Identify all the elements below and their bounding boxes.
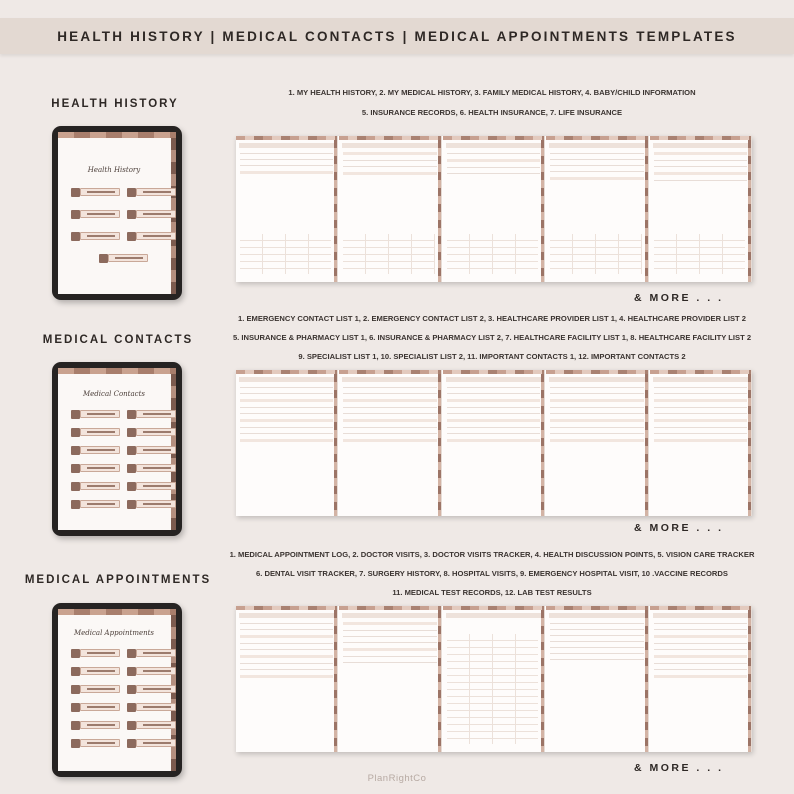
- insurance-icon: [71, 232, 80, 241]
- syringe-icon: [127, 721, 136, 730]
- nav-button[interactable]: [80, 446, 120, 454]
- screen-title: Health History: [87, 166, 141, 174]
- section-description-line: 6. DENTAL VISIT TRACKER, 7. SURGERY HISTORY, 8. HOSPITAL VISITS, 9. EMERGENCY HOSPITAL VISIT, 10 .VACCINE RECORDS: [256, 569, 728, 578]
- nav-button[interactable]: [136, 446, 176, 454]
- section-description-line: 9. SPECIALIST LIST 1, 10. SPECIALIST LIST 2, 11. IMPORTANT CONTACTS 1, 12. IMPORTANT CONTACTS 2: [298, 352, 686, 361]
- more-label: & MORE . . .: [634, 762, 724, 774]
- page-preview: [443, 136, 545, 282]
- tablet-screen: [58, 609, 176, 771]
- section-title-health-history: HEALTH HISTORY: [51, 98, 179, 110]
- nav-button[interactable]: [80, 721, 120, 729]
- pharmacy-icon: [127, 446, 136, 455]
- tablet-medical-appointments: [52, 603, 182, 777]
- section-description-line: 1. EMERGENCY CONTACT LIST 1, 2. EMERGENCY CONTACT LIST 2, 3. HEALTHCARE PROVIDER LIST 1, 4. HEALTHCARE PROVIDER LIST 2: [238, 314, 746, 323]
- nav-button[interactable]: [136, 667, 176, 675]
- page-preview: [546, 370, 648, 516]
- screen-title: Medical Contacts: [83, 390, 145, 398]
- nav-button[interactable]: [136, 232, 176, 240]
- umbrella-icon: [99, 254, 108, 263]
- family-icon: [71, 210, 80, 219]
- screen-title: Medical Appointments: [73, 629, 155, 637]
- baby-icon: [127, 210, 136, 219]
- nav-button[interactable]: [108, 254, 148, 262]
- nav-button[interactable]: [80, 464, 120, 472]
- tablet-medical-contacts: [52, 362, 182, 536]
- section-description-line: 5. INSURANCE RECORDS, 6. HEALTH INSURANCE, 7. LIFE INSURANCE: [361, 108, 623, 117]
- eye-icon: [71, 685, 80, 694]
- nav-button[interactable]: [136, 685, 176, 693]
- test-icon: [71, 739, 80, 748]
- shield-icon: [127, 232, 136, 241]
- top-tabs: [58, 368, 176, 374]
- banner-title: HEALTH HISTORY | MEDICAL CONTACTS | MEDICAL APPOINTMENTS TEMPLATES: [57, 28, 737, 44]
- lab-icon: [127, 739, 136, 748]
- page-preview: [546, 606, 648, 752]
- nav-button[interactable]: [80, 188, 120, 196]
- nav-button[interactable]: [136, 703, 176, 711]
- phone-icon: [71, 410, 80, 419]
- page-preview: [546, 136, 648, 282]
- page-preview: [236, 606, 338, 752]
- section-title-medical-contacts: MEDICAL CONTACTS: [42, 334, 194, 346]
- page-preview: [650, 606, 752, 752]
- section-description-line: 5. INSURANCE & PHARMACY LIST 1, 6. INSURANCE & PHARMACY LIST 2, 7. HEALTHCARE FACILITY LIST 1, 8. HEALTHCARE FACILITY LIST 2: [232, 333, 752, 342]
- title-banner: [0, 18, 794, 54]
- more-label: & MORE . . .: [634, 292, 724, 304]
- top-tabs: [58, 609, 176, 615]
- heart-icon: [71, 188, 80, 197]
- section-description-line: 1. MEDICAL APPOINTMENT LOG, 2. DOCTOR VISITS, 3. DOCTOR VISITS TRACKER, 4. HEALTH DISCUSSION POINTS, 5. VISION CARE TRACKER: [229, 550, 755, 559]
- nav-button[interactable]: [80, 739, 120, 747]
- section-title-medical-appointments: MEDICAL APPOINTMENTS: [24, 574, 212, 586]
- doctor-icon: [127, 649, 136, 658]
- nav-button[interactable]: [136, 428, 176, 436]
- page-preview: [236, 370, 338, 516]
- page-preview: [339, 370, 441, 516]
- nav-button[interactable]: [80, 649, 120, 657]
- pharmacy-icon: [71, 446, 80, 455]
- page-preview: [443, 606, 545, 752]
- section-description-line: 11. MEDICAL TEST RECORDS, 12. LAB TEST RESULTS: [392, 588, 592, 597]
- page-preview: [443, 370, 545, 516]
- page-preview: [650, 370, 752, 516]
- nav-button[interactable]: [80, 667, 120, 675]
- nav-button[interactable]: [136, 410, 176, 418]
- page-previews-medical-contacts: [236, 370, 752, 516]
- nav-button[interactable]: [80, 210, 120, 218]
- brand-watermark: PlanRightCo: [367, 773, 427, 784]
- nav-button[interactable]: [136, 464, 176, 472]
- more-label: & MORE . . .: [634, 522, 724, 534]
- clipboard-icon: [127, 188, 136, 197]
- surgery-icon: [71, 703, 80, 712]
- tracker-icon: [71, 667, 80, 676]
- nav-button[interactable]: [80, 428, 120, 436]
- nav-button[interactable]: [136, 210, 176, 218]
- hospital-icon: [127, 703, 136, 712]
- tooth-icon: [127, 685, 136, 694]
- nav-button[interactable]: [80, 500, 120, 508]
- hospital-icon: [71, 464, 80, 473]
- specialist-icon: [71, 482, 80, 491]
- emergency-icon: [71, 721, 80, 730]
- page-preview: [650, 136, 752, 282]
- page-preview: [236, 136, 338, 282]
- nav-button[interactable]: [80, 685, 120, 693]
- specialist-icon: [127, 482, 136, 491]
- nav-button[interactable]: [80, 232, 120, 240]
- doctor-icon: [127, 428, 136, 437]
- page-previews-medical-appointments: [236, 606, 752, 752]
- nav-button[interactable]: [80, 410, 120, 418]
- contact-icon: [127, 500, 136, 509]
- calendar-icon: [71, 649, 80, 658]
- page-preview: [339, 606, 441, 752]
- section-description-line: 1. MY HEALTH HISTORY, 2. MY MEDICAL HISTORY, 3. FAMILY MEDICAL HISTORY, 4. BABY/CHILD INFORMATION: [288, 88, 696, 97]
- nav-button[interactable]: [136, 739, 176, 747]
- top-tabs: [58, 132, 176, 138]
- page-preview: [339, 136, 441, 282]
- nav-button[interactable]: [136, 721, 176, 729]
- tablet-screen: [58, 132, 176, 294]
- contact-icon: [71, 500, 80, 509]
- nav-button[interactable]: [136, 482, 176, 490]
- chat-icon: [127, 667, 136, 676]
- tablet-health-history: [52, 126, 182, 300]
- hospital-icon: [127, 464, 136, 473]
- nav-button[interactable]: [136, 649, 176, 657]
- tablet-screen: [58, 368, 176, 530]
- nav-button[interactable]: [80, 703, 120, 711]
- side-tabs: [171, 615, 176, 771]
- nav-button[interactable]: [80, 482, 120, 490]
- nav-button[interactable]: [136, 188, 176, 196]
- doctor-icon: [71, 428, 80, 437]
- phone-icon: [127, 410, 136, 419]
- nav-button[interactable]: [136, 500, 176, 508]
- page-previews-health-history: [236, 136, 752, 282]
